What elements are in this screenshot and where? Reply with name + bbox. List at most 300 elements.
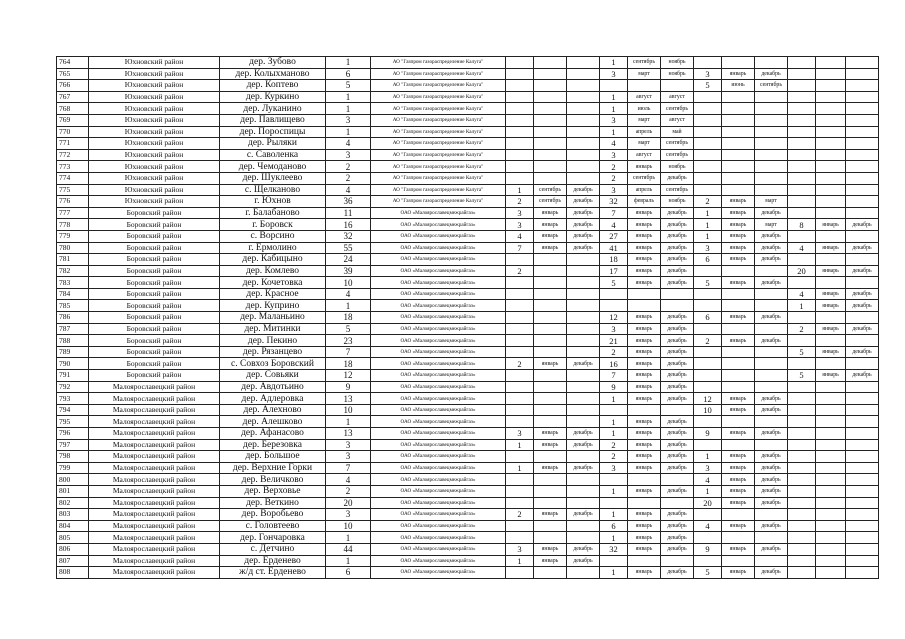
- cell-stage3-start: [722, 288, 755, 300]
- cell-stage4-start: [816, 126, 846, 138]
- cell-stage1-end: декабрь: [567, 439, 600, 451]
- cell-district: Юхновский район: [89, 149, 220, 161]
- cell-row-number: 780: [57, 242, 89, 254]
- cell-total-count: 11: [326, 207, 371, 219]
- cell-stage3-end: [755, 300, 788, 312]
- cell-stage4-count: [788, 207, 816, 219]
- cell-stage3-end: сентябрь: [755, 80, 788, 92]
- cell-stage3-count: [694, 381, 722, 393]
- cell-district: Боровский район: [89, 277, 220, 289]
- cell-stage3-start: январь: [722, 242, 755, 254]
- cell-stage4-start: [816, 543, 846, 555]
- cell-stage2-end: сентябрь: [661, 149, 694, 161]
- cell-organization: АО "Газпром газораспределение Калуга": [371, 196, 506, 208]
- cell-total-count: 1: [326, 416, 371, 428]
- cell-stage4-count: 4: [788, 242, 816, 254]
- cell-stage4-end: [846, 230, 879, 242]
- cell-district: Юхновский район: [89, 103, 220, 115]
- cell-stage1-count: [506, 277, 534, 289]
- cell-stage1-start: [534, 254, 567, 266]
- cell-stage1-start: январь: [534, 428, 567, 440]
- cell-stage2-end: декабрь: [661, 254, 694, 266]
- cell-row-number: 796: [57, 428, 89, 440]
- cell-stage4-count: [788, 497, 816, 509]
- cell-stage4-start: январь: [816, 288, 846, 300]
- cell-total-count: 7: [326, 346, 371, 358]
- cell-stage1-start: январь: [534, 242, 567, 254]
- cell-stage1-start: январь: [534, 230, 567, 242]
- cell-stage1-count: [506, 485, 534, 497]
- cell-stage3-start: [722, 381, 755, 393]
- table-row: [57, 230, 879, 242]
- cell-district: Боровский район: [89, 219, 220, 231]
- cell-stage3-start: январь: [722, 543, 755, 555]
- cell-stage3-start: [722, 149, 755, 161]
- cell-stage3-end: декабрь: [755, 254, 788, 266]
- cell-stage3-end: [755, 370, 788, 382]
- cell-stage1-start: [534, 416, 567, 428]
- table-body: [57, 57, 879, 579]
- cell-stage4-start: [816, 474, 846, 486]
- cell-stage1-start: [534, 161, 567, 173]
- cell-row-number: 794: [57, 404, 89, 416]
- cell-stage4-start: [816, 532, 846, 544]
- cell-district: Боровский район: [89, 288, 220, 300]
- cell-stage4-count: [788, 567, 816, 579]
- table-row: [57, 254, 879, 266]
- cell-stage1-end: [567, 277, 600, 289]
- cell-stage1-count: 3: [506, 207, 534, 219]
- cell-organization: ОАО «Малоярославецмежрайгаз»: [371, 265, 506, 277]
- cell-stage4-start: [816, 254, 846, 266]
- cell-stage3-end: март: [755, 196, 788, 208]
- cell-stage3-end: [755, 381, 788, 393]
- cell-organization: ОАО «Малоярославецмежрайгаз»: [371, 497, 506, 509]
- cell-stage3-count: 4: [694, 520, 722, 532]
- cell-district: Юхновский район: [89, 57, 220, 69]
- cell-stage1-start: [534, 393, 567, 405]
- cell-stage4-start: [816, 462, 846, 474]
- cell-stage2-end: декабрь: [661, 462, 694, 474]
- cell-settlement: дер. Березовка: [220, 439, 326, 451]
- cell-stage1-start: [534, 404, 567, 416]
- cell-organization: ОАО «Малоярославецмежрайгаз»: [371, 370, 506, 382]
- cell-stage3-start: [722, 300, 755, 312]
- cell-stage4-end: [846, 497, 879, 509]
- cell-stage2-start: январь: [628, 543, 661, 555]
- cell-stage1-end: [567, 138, 600, 150]
- cell-stage3-start: январь: [722, 567, 755, 579]
- cell-organization: ОАО «Малоярославецмежрайгаз»: [371, 207, 506, 219]
- cell-organization: ОАО «Малоярославецмежрайгаз»: [371, 358, 506, 370]
- cell-stage3-start: январь: [722, 219, 755, 231]
- cell-stage3-end: декабрь: [755, 462, 788, 474]
- cell-stage1-start: [534, 370, 567, 382]
- cell-organization: ОАО «Малоярославецмежрайгаз»: [371, 404, 506, 416]
- cell-stage2-start: сентябрь: [628, 172, 661, 184]
- cell-stage3-count: [694, 103, 722, 115]
- cell-settlement: с. Детчино: [220, 543, 326, 555]
- cell-stage4-end: [846, 149, 879, 161]
- cell-stage2-end: декабрь: [661, 219, 694, 231]
- cell-stage1-start: январь: [534, 555, 567, 567]
- cell-row-number: 791: [57, 370, 89, 382]
- cell-stage1-start: [534, 520, 567, 532]
- cell-stage1-end: [567, 103, 600, 115]
- cell-stage4-end: декабрь: [846, 219, 879, 231]
- cell-stage3-count: [694, 91, 722, 103]
- cell-stage1-count: 2: [506, 265, 534, 277]
- cell-stage2-count: 32: [600, 196, 628, 208]
- cell-district: Малоярославецкий район: [89, 393, 220, 405]
- cell-stage2-count: 4: [600, 138, 628, 150]
- cell-stage3-end: декабрь: [755, 451, 788, 463]
- cell-stage3-count: 3: [694, 68, 722, 80]
- cell-organization: ОАО «Малоярославецмежрайгаз»: [371, 242, 506, 254]
- cell-district: Юхновский район: [89, 184, 220, 196]
- cell-stage1-start: [534, 335, 567, 347]
- cell-district: Малоярославецкий район: [89, 555, 220, 567]
- cell-row-number: 766: [57, 80, 89, 92]
- cell-stage4-count: 5: [788, 370, 816, 382]
- cell-stage1-end: декабрь: [567, 184, 600, 196]
- cell-stage2-count: 17: [600, 265, 628, 277]
- cell-stage4-end: [846, 254, 879, 266]
- cell-total-count: 23: [326, 335, 371, 347]
- cell-stage2-end: август: [661, 114, 694, 126]
- cell-stage1-count: [506, 520, 534, 532]
- cell-stage4-count: [788, 196, 816, 208]
- cell-district: Малоярославецкий район: [89, 509, 220, 521]
- cell-total-count: 44: [326, 543, 371, 555]
- cell-stage3-end: декабрь: [755, 393, 788, 405]
- cell-stage3-start: [722, 57, 755, 69]
- cell-stage4-start: [816, 207, 846, 219]
- cell-stage2-start: март: [628, 68, 661, 80]
- cell-stage4-end: [846, 57, 879, 69]
- cell-stage1-count: [506, 57, 534, 69]
- cell-stage3-end: [755, 439, 788, 451]
- cell-stage2-end: сентябрь: [661, 138, 694, 150]
- cell-stage4-count: [788, 474, 816, 486]
- cell-settlement: дер. Пороспицы: [220, 126, 326, 138]
- table-row: [57, 242, 879, 254]
- cell-settlement: дер. Зубово: [220, 57, 326, 69]
- cell-stage1-end: декабрь: [567, 543, 600, 555]
- cell-row-number: 789: [57, 346, 89, 358]
- cell-total-count: 1: [326, 300, 371, 312]
- cell-total-count: 6: [326, 68, 371, 80]
- cell-settlement: дер. Алешково: [220, 416, 326, 428]
- cell-stage2-start: февраль: [628, 196, 661, 208]
- cell-stage2-end: декабрь: [661, 381, 694, 393]
- cell-district: Боровский район: [89, 335, 220, 347]
- cell-stage2-start: январь: [628, 567, 661, 579]
- cell-stage1-start: январь: [534, 509, 567, 521]
- cell-organization: ОАО «Малоярославецмежрайгаз»: [371, 428, 506, 440]
- cell-district: Юхновский район: [89, 80, 220, 92]
- cell-stage2-start: январь: [628, 254, 661, 266]
- cell-stage3-end: декабрь: [755, 428, 788, 440]
- cell-stage4-count: [788, 404, 816, 416]
- table-row: [57, 172, 879, 184]
- cell-stage1-count: [506, 323, 534, 335]
- cell-district: Боровский район: [89, 346, 220, 358]
- cell-stage1-end: декабрь: [567, 428, 600, 440]
- cell-stage1-end: [567, 300, 600, 312]
- cell-stage1-count: [506, 451, 534, 463]
- cell-stage1-count: 1: [506, 555, 534, 567]
- cell-stage1-count: [506, 474, 534, 486]
- cell-stage4-end: [846, 335, 879, 347]
- cell-stage2-end: декабрь: [661, 532, 694, 544]
- cell-stage4-start: январь: [816, 323, 846, 335]
- cell-stage2-end: декабрь: [661, 323, 694, 335]
- cell-stage1-end: [567, 335, 600, 347]
- cell-stage1-end: [567, 323, 600, 335]
- cell-row-number: 792: [57, 381, 89, 393]
- cell-stage2-end: декабрь: [661, 567, 694, 579]
- cell-row-number: 769: [57, 114, 89, 126]
- cell-settlement: с. Головтеево: [220, 520, 326, 532]
- cell-settlement: дер. Авдотьино: [220, 381, 326, 393]
- cell-row-number: 768: [57, 103, 89, 115]
- cell-stage3-count: 1: [694, 485, 722, 497]
- cell-stage1-count: 4: [506, 230, 534, 242]
- cell-stage4-end: [846, 126, 879, 138]
- cell-stage2-count: 7: [600, 207, 628, 219]
- cell-stage2-start: январь: [628, 219, 661, 231]
- cell-settlement: дер. Адлеровка: [220, 393, 326, 405]
- cell-settlement: с. Ворсино: [220, 230, 326, 242]
- cell-total-count: 10: [326, 520, 371, 532]
- cell-stage4-end: [846, 80, 879, 92]
- cell-settlement: дер. Верховье: [220, 485, 326, 497]
- cell-stage4-end: [846, 381, 879, 393]
- cell-organization: ОАО «Малоярославецмежрайгаз»: [371, 312, 506, 324]
- cell-stage1-end: [567, 149, 600, 161]
- cell-stage1-count: 1: [506, 184, 534, 196]
- cell-organization: ОАО «Малоярославецмежрайгаз»: [371, 462, 506, 474]
- cell-stage2-count: 9: [600, 381, 628, 393]
- cell-settlement: дер. Шуклеево: [220, 172, 326, 184]
- cell-stage4-end: декабрь: [846, 288, 879, 300]
- cell-settlement: дер. Чемоданово: [220, 161, 326, 173]
- cell-stage2-start: январь: [628, 370, 661, 382]
- cell-stage3-start: [722, 114, 755, 126]
- cell-stage2-start: январь: [628, 532, 661, 544]
- cell-district: Юхновский район: [89, 138, 220, 150]
- cell-stage2-start: январь: [628, 462, 661, 474]
- cell-stage1-count: [506, 103, 534, 115]
- cell-stage2-count: 1: [600, 91, 628, 103]
- cell-stage4-count: [788, 358, 816, 370]
- cell-total-count: 2: [326, 172, 371, 184]
- cell-stage4-start: [816, 520, 846, 532]
- cell-stage3-end: декабрь: [755, 520, 788, 532]
- cell-stage3-start: январь: [722, 277, 755, 289]
- cell-stage4-start: [816, 230, 846, 242]
- cell-stage2-end: декабрь: [661, 543, 694, 555]
- cell-stage3-end: [755, 172, 788, 184]
- cell-row-number: 799: [57, 462, 89, 474]
- cell-stage3-count: 3: [694, 242, 722, 254]
- cell-stage3-count: 3: [694, 462, 722, 474]
- cell-stage1-count: 3: [506, 219, 534, 231]
- cell-stage3-start: январь: [722, 196, 755, 208]
- cell-stage4-end: [846, 184, 879, 196]
- cell-stage3-count: [694, 346, 722, 358]
- cell-stage3-end: [755, 358, 788, 370]
- cell-stage4-count: [788, 532, 816, 544]
- cell-stage1-end: [567, 381, 600, 393]
- cell-row-number: 786: [57, 312, 89, 324]
- cell-stage4-count: 20: [788, 265, 816, 277]
- cell-district: Малоярославецкий район: [89, 543, 220, 555]
- cell-stage2-start: [628, 555, 661, 567]
- cell-stage1-count: 2: [506, 509, 534, 521]
- cell-organization: АО "Газпром газораспределение Калуга": [371, 184, 506, 196]
- cell-stage2-end: ноябрь: [661, 68, 694, 80]
- cell-stage3-start: январь: [722, 207, 755, 219]
- cell-stage4-end: [846, 567, 879, 579]
- cell-stage4-count: 4: [788, 288, 816, 300]
- cell-stage3-end: декабрь: [755, 68, 788, 80]
- cell-district: Юхновский район: [89, 161, 220, 173]
- cell-district: Малоярославецкий район: [89, 439, 220, 451]
- table-row: [57, 462, 879, 474]
- cell-total-count: 3: [326, 509, 371, 521]
- cell-settlement: г. Балабаново: [220, 207, 326, 219]
- cell-stage3-end: [755, 126, 788, 138]
- cell-stage4-end: [846, 416, 879, 428]
- cell-stage1-count: [506, 80, 534, 92]
- cell-stage4-end: [846, 103, 879, 115]
- cell-total-count: 4: [326, 138, 371, 150]
- cell-stage4-end: [846, 196, 879, 208]
- cell-stage3-end: [755, 288, 788, 300]
- cell-total-count: 4: [326, 184, 371, 196]
- cell-stage1-start: [534, 312, 567, 324]
- cell-stage4-end: [846, 358, 879, 370]
- cell-stage2-start: январь: [628, 393, 661, 405]
- cell-organization: АО "Газпром газораспределение Калуга": [371, 161, 506, 173]
- cell-stage4-start: [816, 555, 846, 567]
- cell-stage1-start: [534, 138, 567, 150]
- cell-row-number: 790: [57, 358, 89, 370]
- cell-stage3-end: [755, 555, 788, 567]
- cell-total-count: 36: [326, 196, 371, 208]
- cell-stage1-end: [567, 80, 600, 92]
- cell-stage2-start: январь: [628, 358, 661, 370]
- cell-stage4-count: 8: [788, 219, 816, 231]
- cell-stage2-end: декабрь: [661, 520, 694, 532]
- cell-stage1-count: [506, 126, 534, 138]
- cell-stage2-start: [628, 404, 661, 416]
- cell-district: Юхновский район: [89, 172, 220, 184]
- cell-stage4-end: [846, 393, 879, 405]
- cell-stage4-start: [816, 416, 846, 428]
- cell-district: Юхновский район: [89, 196, 220, 208]
- cell-stage1-end: [567, 404, 600, 416]
- cell-total-count: 24: [326, 254, 371, 266]
- cell-stage1-end: декабрь: [567, 219, 600, 231]
- table-row: [57, 370, 879, 382]
- cell-stage3-end: [755, 532, 788, 544]
- cell-organization: АО "Газпром газораспределение Калуга": [371, 149, 506, 161]
- cell-stage3-count: [694, 370, 722, 382]
- cell-stage2-count: 3: [600, 462, 628, 474]
- cell-organization: ОАО «Малоярославецмежрайгаз»: [371, 474, 506, 486]
- cell-stage4-start: [816, 184, 846, 196]
- cell-stage1-start: [534, 149, 567, 161]
- cell-stage1-count: [506, 335, 534, 347]
- cell-stage3-count: 6: [694, 312, 722, 324]
- cell-district: Боровский район: [89, 323, 220, 335]
- cell-stage4-count: [788, 520, 816, 532]
- cell-stage3-end: декабрь: [755, 230, 788, 242]
- cell-organization: ОАО «Малоярославецмежрайгаз»: [371, 335, 506, 347]
- cell-stage3-start: январь: [722, 312, 755, 324]
- cell-settlement: дер. Куркино: [220, 91, 326, 103]
- cell-stage3-end: [755, 416, 788, 428]
- cell-stage3-end: [755, 114, 788, 126]
- cell-stage4-count: [788, 230, 816, 242]
- cell-stage3-end: декабрь: [755, 312, 788, 324]
- cell-stage2-end: ноябрь: [661, 196, 694, 208]
- cell-row-number: 784: [57, 288, 89, 300]
- cell-settlement: дер. Митинки: [220, 323, 326, 335]
- cell-stage3-start: [722, 532, 755, 544]
- cell-row-number: 806: [57, 543, 89, 555]
- cell-stage1-end: [567, 172, 600, 184]
- cell-stage2-start: июль: [628, 103, 661, 115]
- cell-stage1-end: декабрь: [567, 509, 600, 521]
- cell-stage2-start: март: [628, 114, 661, 126]
- cell-stage1-end: [567, 114, 600, 126]
- cell-row-number: 776: [57, 196, 89, 208]
- cell-settlement: дер. Рыляки: [220, 138, 326, 150]
- table-row: [57, 149, 879, 161]
- cell-district: Малоярославецкий район: [89, 416, 220, 428]
- table-row: [57, 91, 879, 103]
- cell-stage1-count: 3: [506, 428, 534, 440]
- cell-stage3-count: [694, 439, 722, 451]
- cell-stage2-end: [661, 474, 694, 486]
- cell-stage3-end: [755, 149, 788, 161]
- cell-stage2-end: май: [661, 126, 694, 138]
- table-row: [57, 520, 879, 532]
- cell-row-number: 798: [57, 451, 89, 463]
- cell-stage1-end: [567, 265, 600, 277]
- cell-stage1-count: [506, 114, 534, 126]
- cell-stage4-start: [816, 57, 846, 69]
- cell-row-number: 779: [57, 230, 89, 242]
- cell-organization: ОАО «Малоярославецмежрайгаз»: [371, 543, 506, 555]
- cell-total-count: 4: [326, 288, 371, 300]
- cell-stage3-start: [722, 370, 755, 382]
- cell-stage2-count: 1: [600, 428, 628, 440]
- cell-stage3-end: декабрь: [755, 543, 788, 555]
- cell-stage1-count: [506, 416, 534, 428]
- cell-organization: ОАО «Малоярославецмежрайгаз»: [371, 381, 506, 393]
- cell-stage3-start: январь: [722, 68, 755, 80]
- cell-total-count: 2: [326, 161, 371, 173]
- cell-stage2-start: январь: [628, 242, 661, 254]
- cell-stage2-count: 5: [600, 277, 628, 289]
- table-row: [57, 474, 879, 486]
- cell-stage3-start: январь: [722, 520, 755, 532]
